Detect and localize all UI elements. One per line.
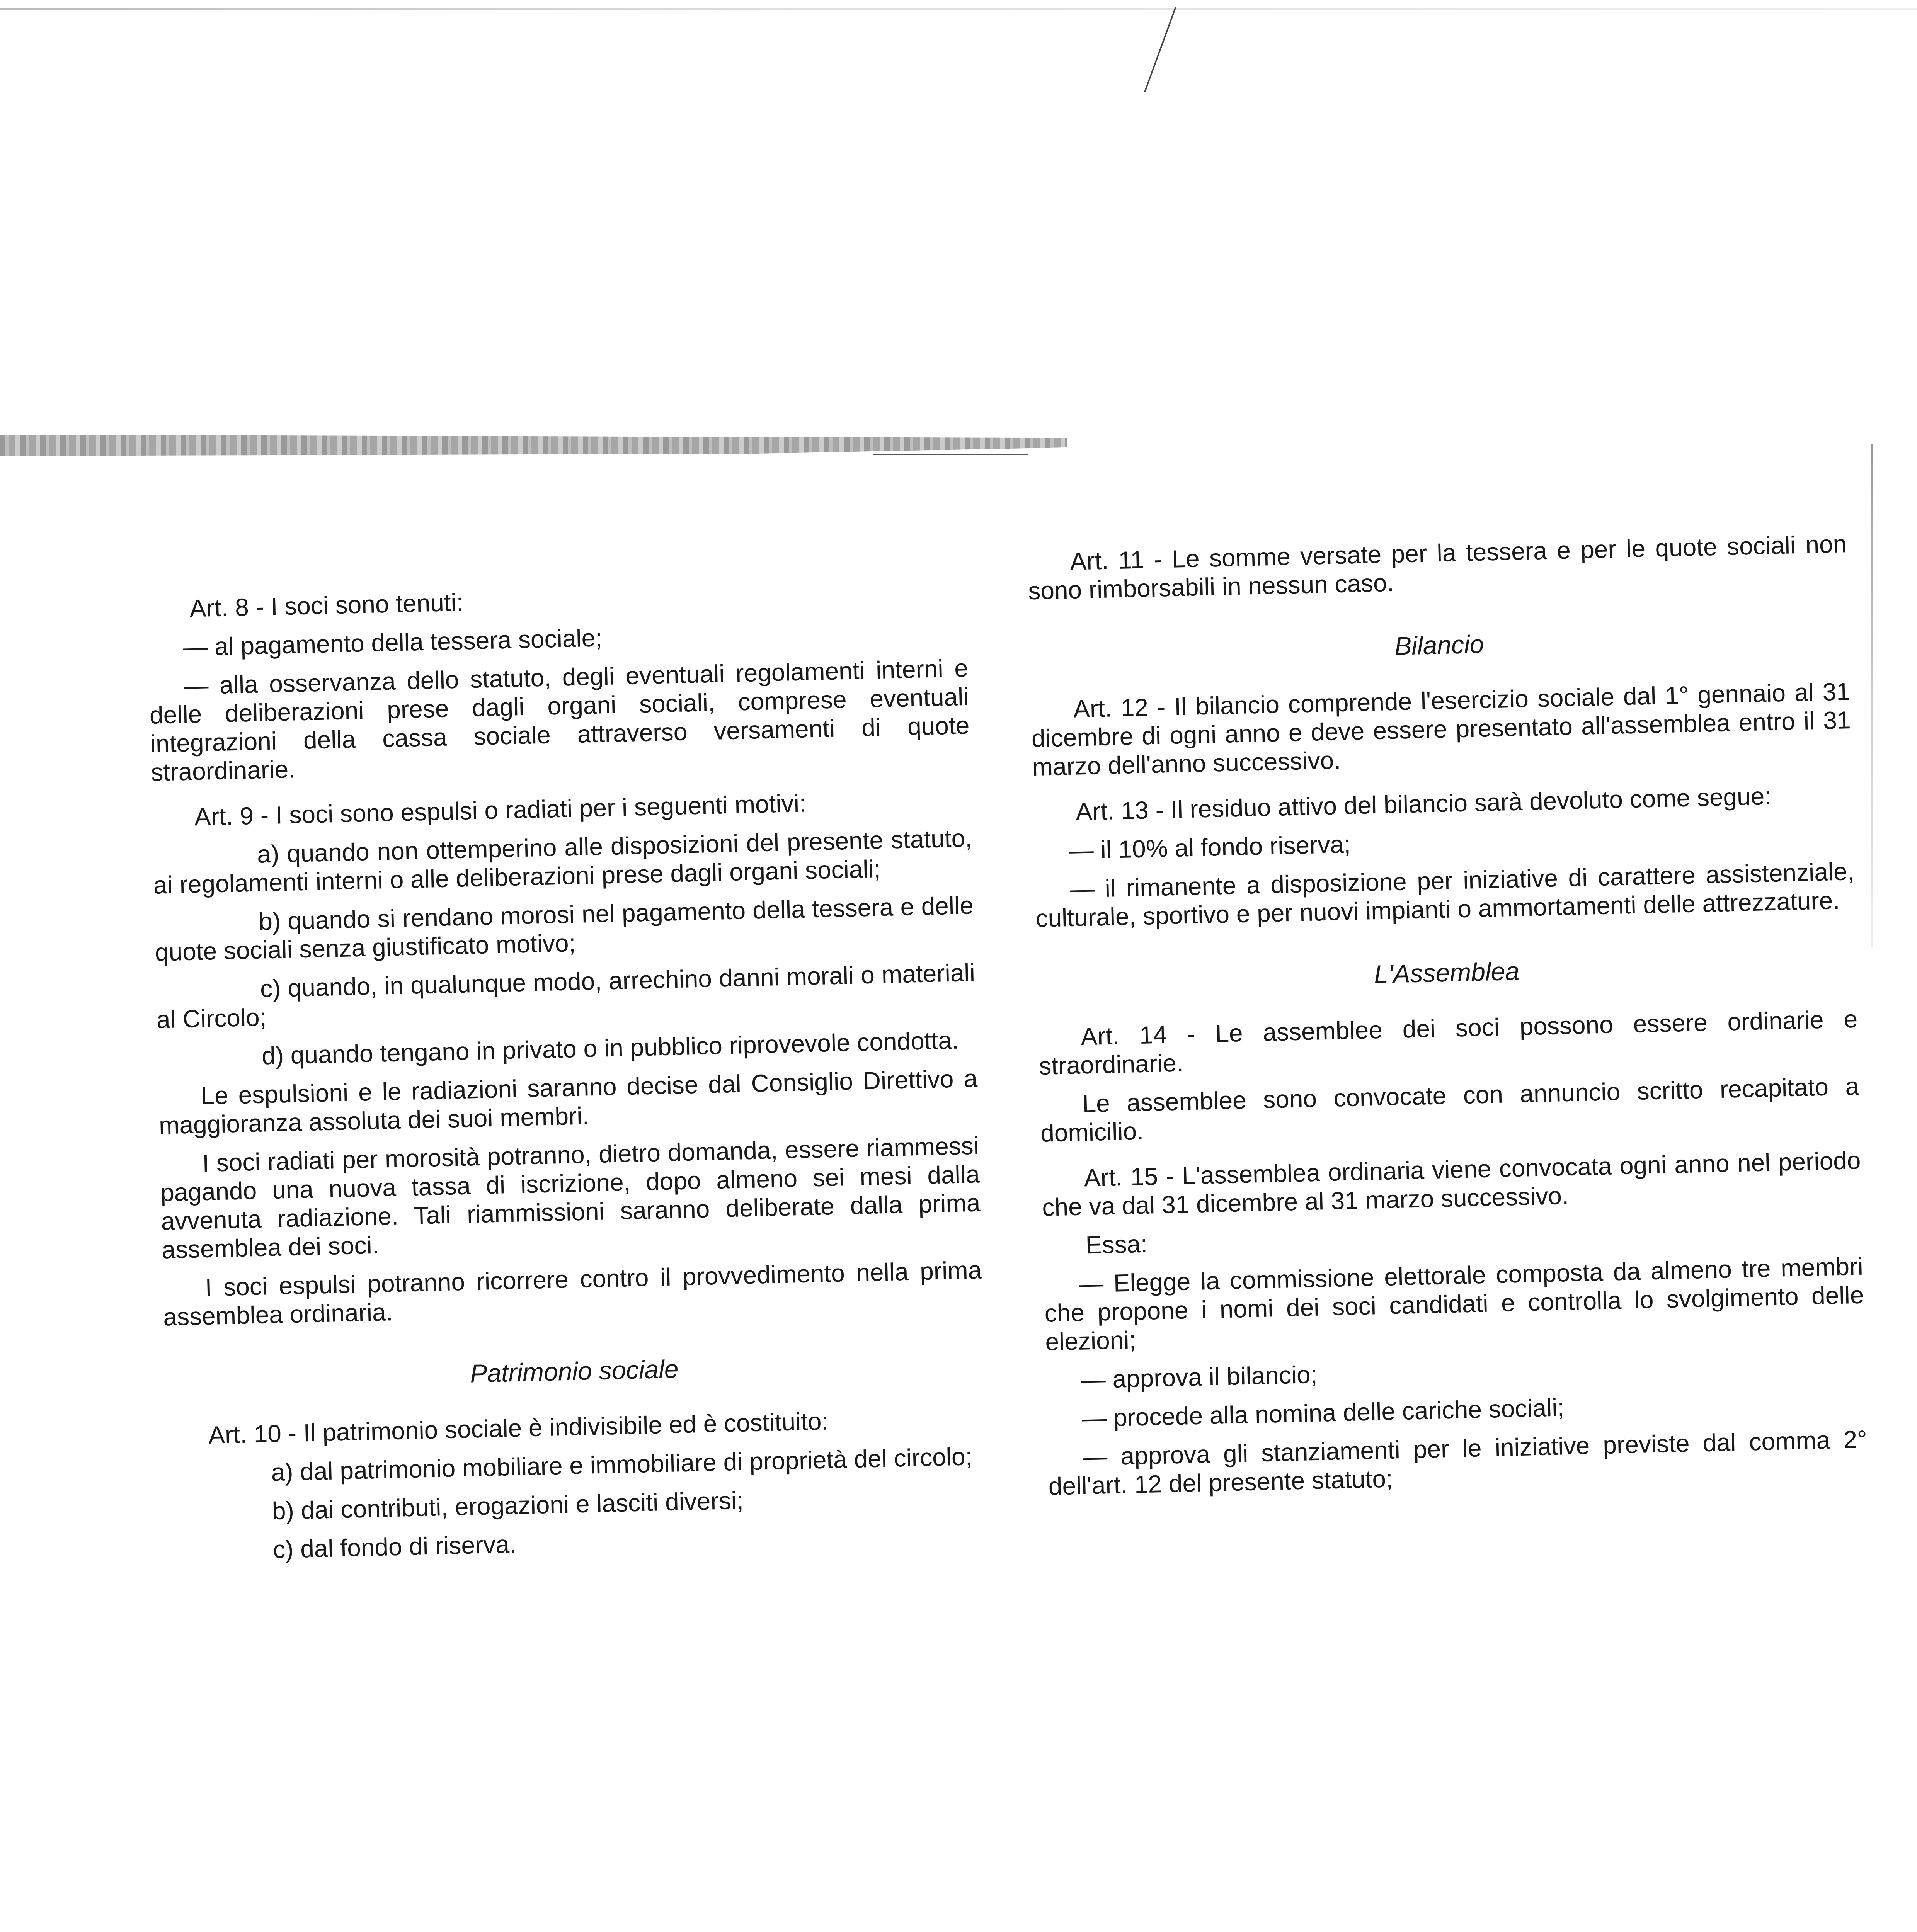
art13-item-a: — il 10% al fondo riserva; — [1068, 830, 1351, 865]
section-heading-assemblea: L'Assemblea — [1374, 956, 1520, 989]
art11-text: Art. 11 - Le somme versate per la tessera e per le quote sociali non sono rimborsabili in nessun caso. — [1028, 530, 1847, 605]
document-page — [147, 530, 1868, 1564]
art15-item-c: — procede alla nomina delle cariche sociali; — [1081, 1393, 1565, 1432]
art9-item-c: c) quando, in qualunque modo, arrechino danni morali o materiali al Circolo; — [156, 958, 976, 1034]
scan-noise-strip — [0, 435, 1067, 456]
art9-intro: Art. 9 - I soci sono espulsi o radiati per i seguenti motivi: — [194, 789, 807, 831]
art8-intro: Art. 8 - I soci sono tenuti: — [189, 588, 464, 622]
art9-item-d: d) quando tengano in privato o in pubblico riprovevole condotta. — [261, 1026, 959, 1070]
art14-paragraph-1: Le assemblee sono convocate con annuncio scritto recapitato a domicilio. — [1040, 1072, 1859, 1147]
art9-paragraph-1: Le espulsioni e le radiazioni saranno decise dal Consiglio Direttivo a maggioranza assoluta dei suoi membri. — [158, 1064, 978, 1139]
scan-top-edge — [0, 8, 1917, 10]
art15-text: Art. 15 - L'assemblea ordinaria viene convocata ogni anno nel periodo che va dal 31 dicembre al 31 marzo successivo. — [1042, 1146, 1861, 1221]
art10-item-c: c) dal fondo di riserva. — [272, 1530, 517, 1564]
art8-item-a: — al pagamento della tessera sociale; — [182, 624, 603, 661]
section-heading-bilancio: Bilancio — [1394, 629, 1485, 660]
art10-item-a: a) dal patrimonio mobiliare e immobiliare di proprietà del circolo; — [271, 1442, 973, 1486]
left-column — [147, 577, 988, 1576]
art9-paragraph-3: I soci espulsi potranno ricorrere contro il provvedimento nella prima assemblea ordinaria. — [163, 1256, 982, 1331]
art12-text: Art. 12 - Il bilancio comprende l'esercizio sociale dal 1° gennaio al 31 dicembre di ogni anno e deve essere presentato all'assemblea entro il 31 marzo dell'anno successivo. — [1031, 677, 1851, 781]
art15-essa: Essa: — [1085, 1230, 1148, 1259]
art9-item-b: b) quando si rendano morosi nel pagamento della tessera e delle quote sociali senza giustificato motivo; — [155, 891, 974, 966]
scan-right-edge — [1871, 444, 1873, 947]
art15-item-b: — approva il bilancio; — [1080, 1360, 1318, 1394]
art15-item-d: — approva gli stanziamenti per le iniziative previste dal comma 2° dell'art. 12 del presente statuto; — [1048, 1425, 1868, 1500]
art15-item-a: — Elegge la commissione elettorale composta da almeno tre membri che propone i nomi dei soci candidati e controlla lo svolgimento delle elezioni; — [1044, 1252, 1864, 1356]
section-heading-patrimonio: Patrimonio sociale — [470, 1354, 679, 1388]
art14-text: Art. 14 - Le assemblee dei soci possono essere ordinarie e straordinarie. — [1039, 1005, 1858, 1080]
art9-paragraph-2: I soci radiati per morosità potranno, dietro domanda, essere riammessi pagando una nuova tassa di iscrizione, dopo almeno sei mesi dalla avvenuta radiazione. Tali riammissioni saranno deliberate dalla prima assemblea dei soci. — [160, 1131, 981, 1264]
art13-intro: Art. 13 - Il residuo attivo del bilancio sarà devoluto come segue: — [1075, 782, 1772, 826]
scan-fold-mark — [1144, 7, 1200, 92]
art13-item-b: — il rimanente a disposizione per iniziative di carattere assistenziale, culturale, sportivo e per nuovi impianti o ammortamenti delle attrezzature. — [1035, 857, 1855, 933]
art10-intro: Art. 10 - Il patrimonio sociale è indivisibile ed è costituito: — [208, 1407, 829, 1449]
right-column — [1027, 529, 1868, 1510]
art10-item-b: b) dai contributi, erogazioni e lasciti diversi; — [272, 1486, 744, 1525]
scan-noise-line — [873, 454, 1028, 455]
art8-item-b: — alla osservanza dello statuto, degli eventuali regolamenti interni e delle deliberazioni prese dagli organi sociali, comprese eventuali integrazioni della cassa sociale attraverso versamenti di quote straordinarie. — [149, 654, 970, 786]
art9-item-a: a) quando non ottemperino alle disposizioni del presente statuto, ai regolamenti interni o alle deliberazioni prese dagli organi sociali; — [153, 824, 972, 899]
